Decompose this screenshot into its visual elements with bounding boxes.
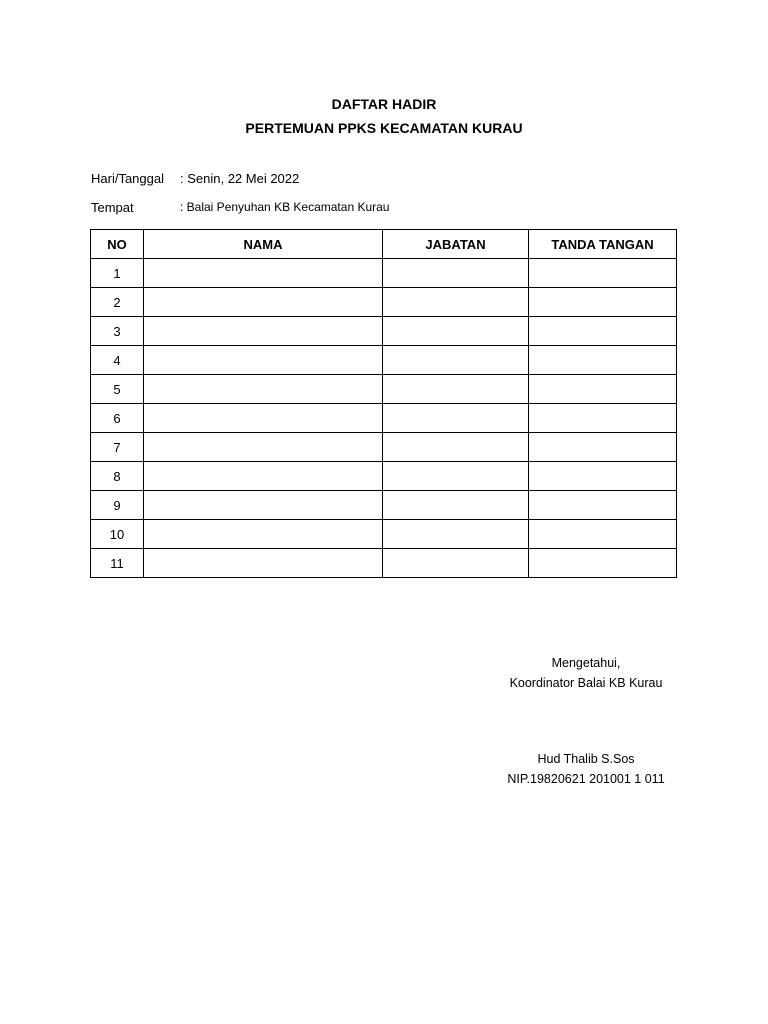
cell-nama [144, 433, 383, 462]
cell-nama [144, 404, 383, 433]
cell-jabatan [383, 549, 529, 578]
cell-tanda-tangan [529, 404, 677, 433]
table-row [91, 520, 677, 549]
cell-no: 9 [91, 491, 144, 520]
cell-tanda-tangan [529, 520, 677, 549]
table-row [91, 317, 677, 346]
table-row [91, 404, 677, 433]
document-subtitle: PERTEMUAN PPKS KECAMATAN KURAU [245, 120, 523, 136]
cell-no: 1 [91, 259, 144, 288]
cell-jabatan [383, 491, 529, 520]
cell-nama [144, 259, 383, 288]
header-tanda-tangan: TANDA TANGAN [529, 230, 677, 259]
header-nama: NAMA [144, 230, 383, 259]
cell-no: 11 [91, 549, 144, 578]
place-value: : Balai Penyuhan KB Kecamatan Kurau [180, 200, 390, 214]
cell-jabatan [383, 433, 529, 462]
cell-nama [144, 462, 383, 491]
cell-tanda-tangan [529, 288, 677, 317]
cell-tanda-tangan [529, 346, 677, 375]
signer-role: Koordinator Balai KB Kurau [509, 676, 663, 690]
header-no: NO [91, 230, 144, 259]
date-value: : Senin, 22 Mei 2022 [180, 171, 300, 186]
table-row [91, 288, 677, 317]
cell-no: 3 [91, 317, 144, 346]
table-row [91, 491, 677, 520]
document-title: DAFTAR HADIR [331, 96, 437, 112]
acknowledged-text: Mengetahui, [551, 656, 621, 670]
cell-jabatan [383, 404, 529, 433]
cell-nama [144, 375, 383, 404]
cell-nama [144, 491, 383, 520]
cell-tanda-tangan [529, 375, 677, 404]
date-label: Hari/Tanggal [91, 171, 164, 186]
table-row [91, 433, 677, 462]
table-row [91, 549, 677, 578]
cell-jabatan [383, 346, 529, 375]
cell-tanda-tangan [529, 259, 677, 288]
cell-jabatan [383, 288, 529, 317]
cell-jabatan [383, 317, 529, 346]
table-row [91, 346, 677, 375]
cell-no: 4 [91, 346, 144, 375]
header-jabatan: JABATAN [383, 230, 529, 259]
cell-no: 7 [91, 433, 144, 462]
cell-jabatan [383, 462, 529, 491]
cell-tanda-tangan [529, 491, 677, 520]
table-row [91, 462, 677, 491]
cell-no: 6 [91, 404, 144, 433]
cell-no: 10 [91, 520, 144, 549]
table-header-row [91, 230, 677, 259]
signer-nip: NIP.19820621 201001 1 011 [507, 772, 665, 786]
cell-jabatan [383, 375, 529, 404]
table-row [91, 375, 677, 404]
place-label: Tempat [91, 200, 134, 215]
cell-nama [144, 520, 383, 549]
signer-name: Hud Thalib S.Sos [537, 752, 635, 766]
attendance-table [90, 229, 677, 578]
cell-jabatan [383, 520, 529, 549]
cell-nama [144, 549, 383, 578]
cell-no: 5 [91, 375, 144, 404]
cell-tanda-tangan [529, 462, 677, 491]
cell-nama [144, 288, 383, 317]
cell-tanda-tangan [529, 433, 677, 462]
cell-tanda-tangan [529, 549, 677, 578]
cell-nama [144, 346, 383, 375]
cell-tanda-tangan [529, 317, 677, 346]
table-row [91, 259, 677, 288]
cell-no: 8 [91, 462, 144, 491]
cell-jabatan [383, 259, 529, 288]
cell-nama [144, 317, 383, 346]
cell-no: 2 [91, 288, 144, 317]
